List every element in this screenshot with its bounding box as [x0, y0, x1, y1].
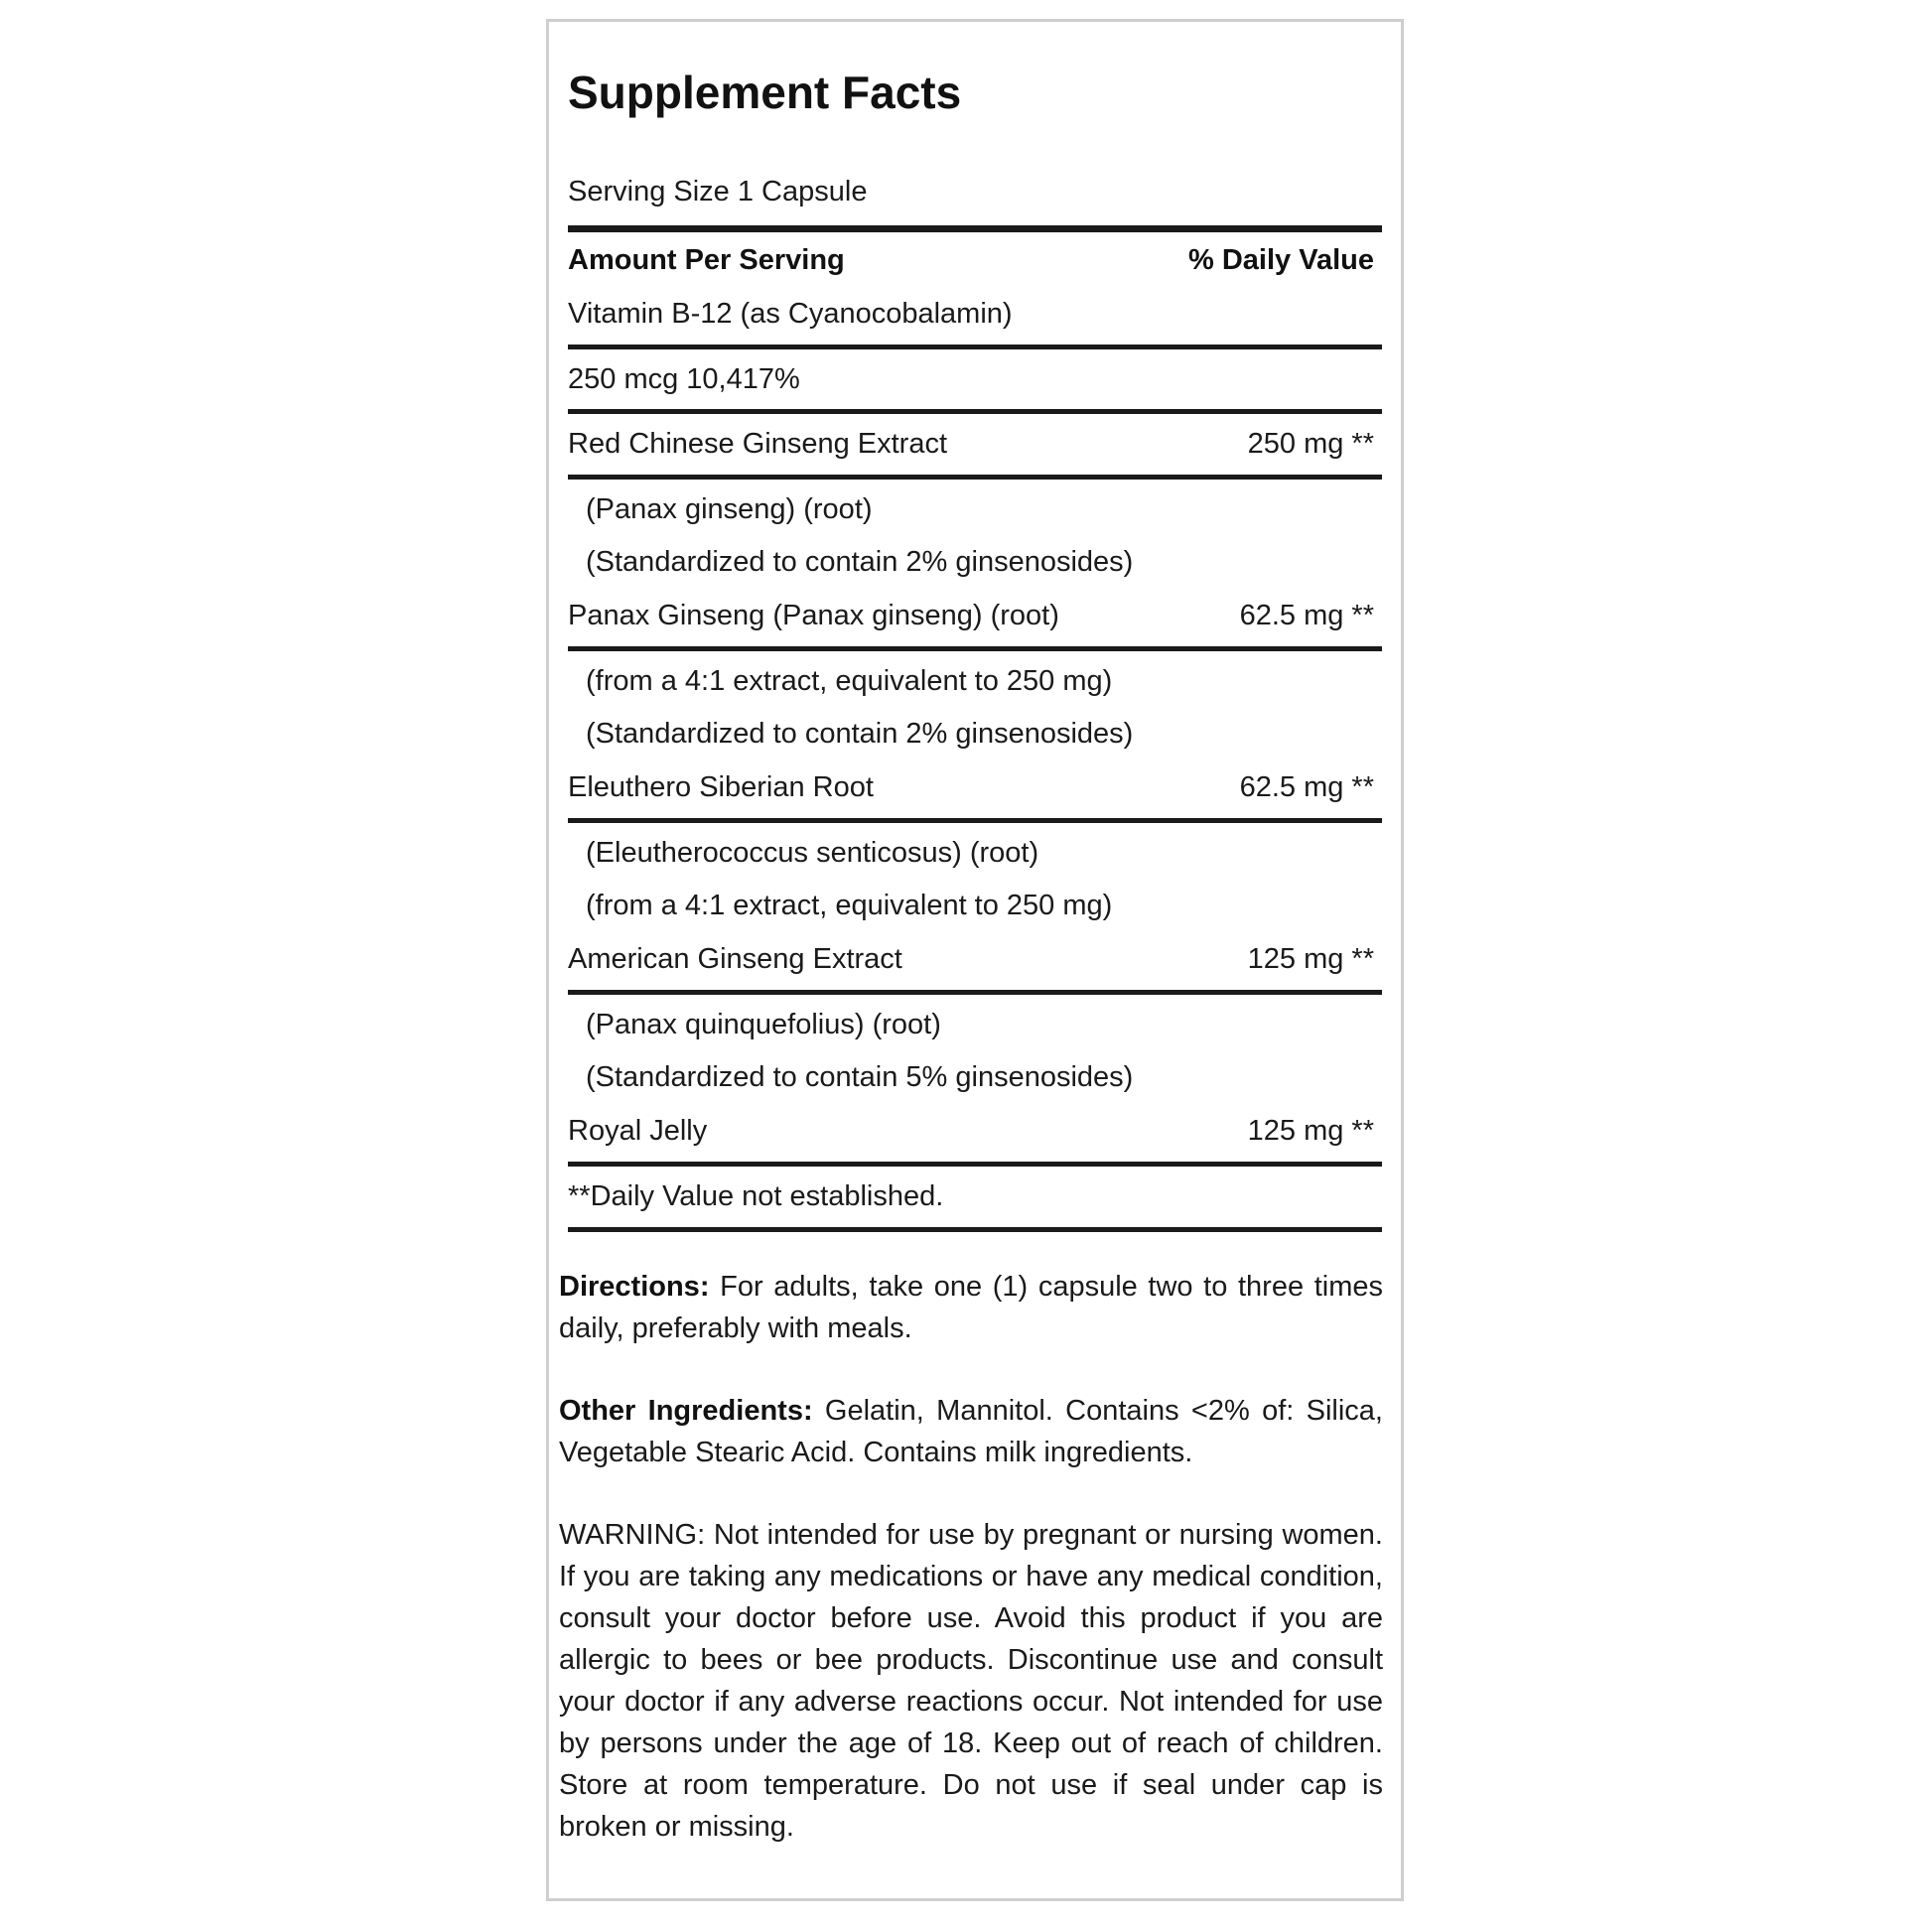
ingredient-detail: (Standardized to contain 2% ginsenosides) — [586, 546, 1134, 578]
divider — [568, 990, 1382, 995]
table-row — [568, 1005, 1382, 1044]
divider-thick — [568, 225, 1382, 232]
ingredient-detail: (Panax ginseng) (root) — [586, 493, 873, 525]
table-row — [568, 542, 1382, 582]
serving-size — [568, 172, 1382, 211]
ingredient-name: Eleuthero Siberian Root — [568, 771, 874, 803]
ingredient-name: Panax Ginseng (Panax ginseng) (root) — [568, 600, 1059, 631]
table-row — [568, 661, 1382, 701]
ingredient-detail: (from a 4:1 extract, equivalent to 250 mg) — [586, 665, 1113, 697]
ingredient-name: Royal Jelly — [568, 1115, 708, 1147]
table-row — [568, 886, 1382, 925]
table-row — [568, 833, 1382, 873]
table-row — [568, 714, 1382, 754]
divider — [568, 345, 1382, 349]
table-row — [568, 939, 1382, 979]
directions-text: For adults, take one (1) capsule two to three times daily, preferably with meals. — [559, 1271, 1383, 1344]
ingredient-detail: (Standardized to contain 5% ginsenosides) — [586, 1061, 1134, 1093]
other-ingredients-label: Other Ingredients: — [559, 1395, 813, 1427]
footnote — [568, 1176, 1382, 1216]
serving-size-text: Serving Size 1 Capsule — [568, 176, 868, 207]
other-ingredients — [559, 1390, 1383, 1473]
label-title: Supplement Facts — [568, 67, 962, 118]
warning-text: WARNING: Not intended for use by pregnant or nursing women. If you are taking any medications or have any medical condition, consult your doctor before use. Avoid this product if you are allergic to bees or bee products. Discontinue use and consult your doctor if any adverse reactions occur. Not intended for use by persons under the age of 18. Keep out of reach of children. Store at room temperature. Do not use if seal under cap is broken or missing. — [559, 1519, 1383, 1843]
amount-per-serving-header: Amount Per Serving — [568, 244, 845, 276]
divider — [568, 475, 1382, 480]
ingredient-amount: 125 mg ** — [1247, 1115, 1374, 1147]
ingredient-name: American Ginseng Extract — [568, 943, 902, 975]
table-row — [568, 767, 1382, 807]
nutrient-amount: 250 mcg 10,417% — [568, 363, 800, 395]
daily-value-header: % Daily Value — [1188, 244, 1374, 276]
table-header — [568, 240, 1382, 280]
table-row — [568, 1057, 1382, 1097]
footnote-text: **Daily Value not established. — [568, 1180, 944, 1212]
table-row — [568, 596, 1382, 635]
table-row — [568, 1111, 1382, 1151]
table-row — [568, 424, 1382, 464]
table-row — [568, 489, 1382, 529]
table-row — [568, 294, 1382, 334]
table-row — [568, 359, 1382, 399]
ingredient-amount: 62.5 mg ** — [1239, 600, 1374, 631]
ingredient-detail: (Standardized to contain 2% ginsenosides) — [586, 718, 1134, 750]
divider — [568, 1162, 1382, 1167]
divider — [568, 409, 1382, 414]
other-ingredients-text: Gelatin, Mannitol. Contains <2% of: Silica, Vegetable Stearic Acid. Contains milk ingredients. — [559, 1395, 1383, 1468]
divider — [568, 646, 1382, 651]
ingredient-detail: (Panax quinquefolius) (root) — [586, 1009, 941, 1040]
divider — [568, 1227, 1382, 1232]
ingredient-detail: (from a 4:1 extract, equivalent to 250 mg) — [586, 890, 1113, 921]
divider — [568, 818, 1382, 823]
ingredient-detail: (Eleutherococcus senticosus) (root) — [586, 837, 1039, 869]
ingredient-amount: 62.5 mg ** — [1239, 771, 1374, 803]
nutrient-name: Vitamin B-12 (as Cyanocobalamin) — [568, 298, 1013, 330]
directions-label: Directions: — [559, 1271, 710, 1303]
ingredient-name: Red Chinese Ginseng Extract — [568, 428, 948, 460]
warning — [559, 1514, 1383, 1848]
directions — [559, 1266, 1383, 1349]
ingredient-amount: 125 mg ** — [1247, 943, 1374, 975]
ingredient-amount: 250 mg ** — [1247, 428, 1374, 460]
